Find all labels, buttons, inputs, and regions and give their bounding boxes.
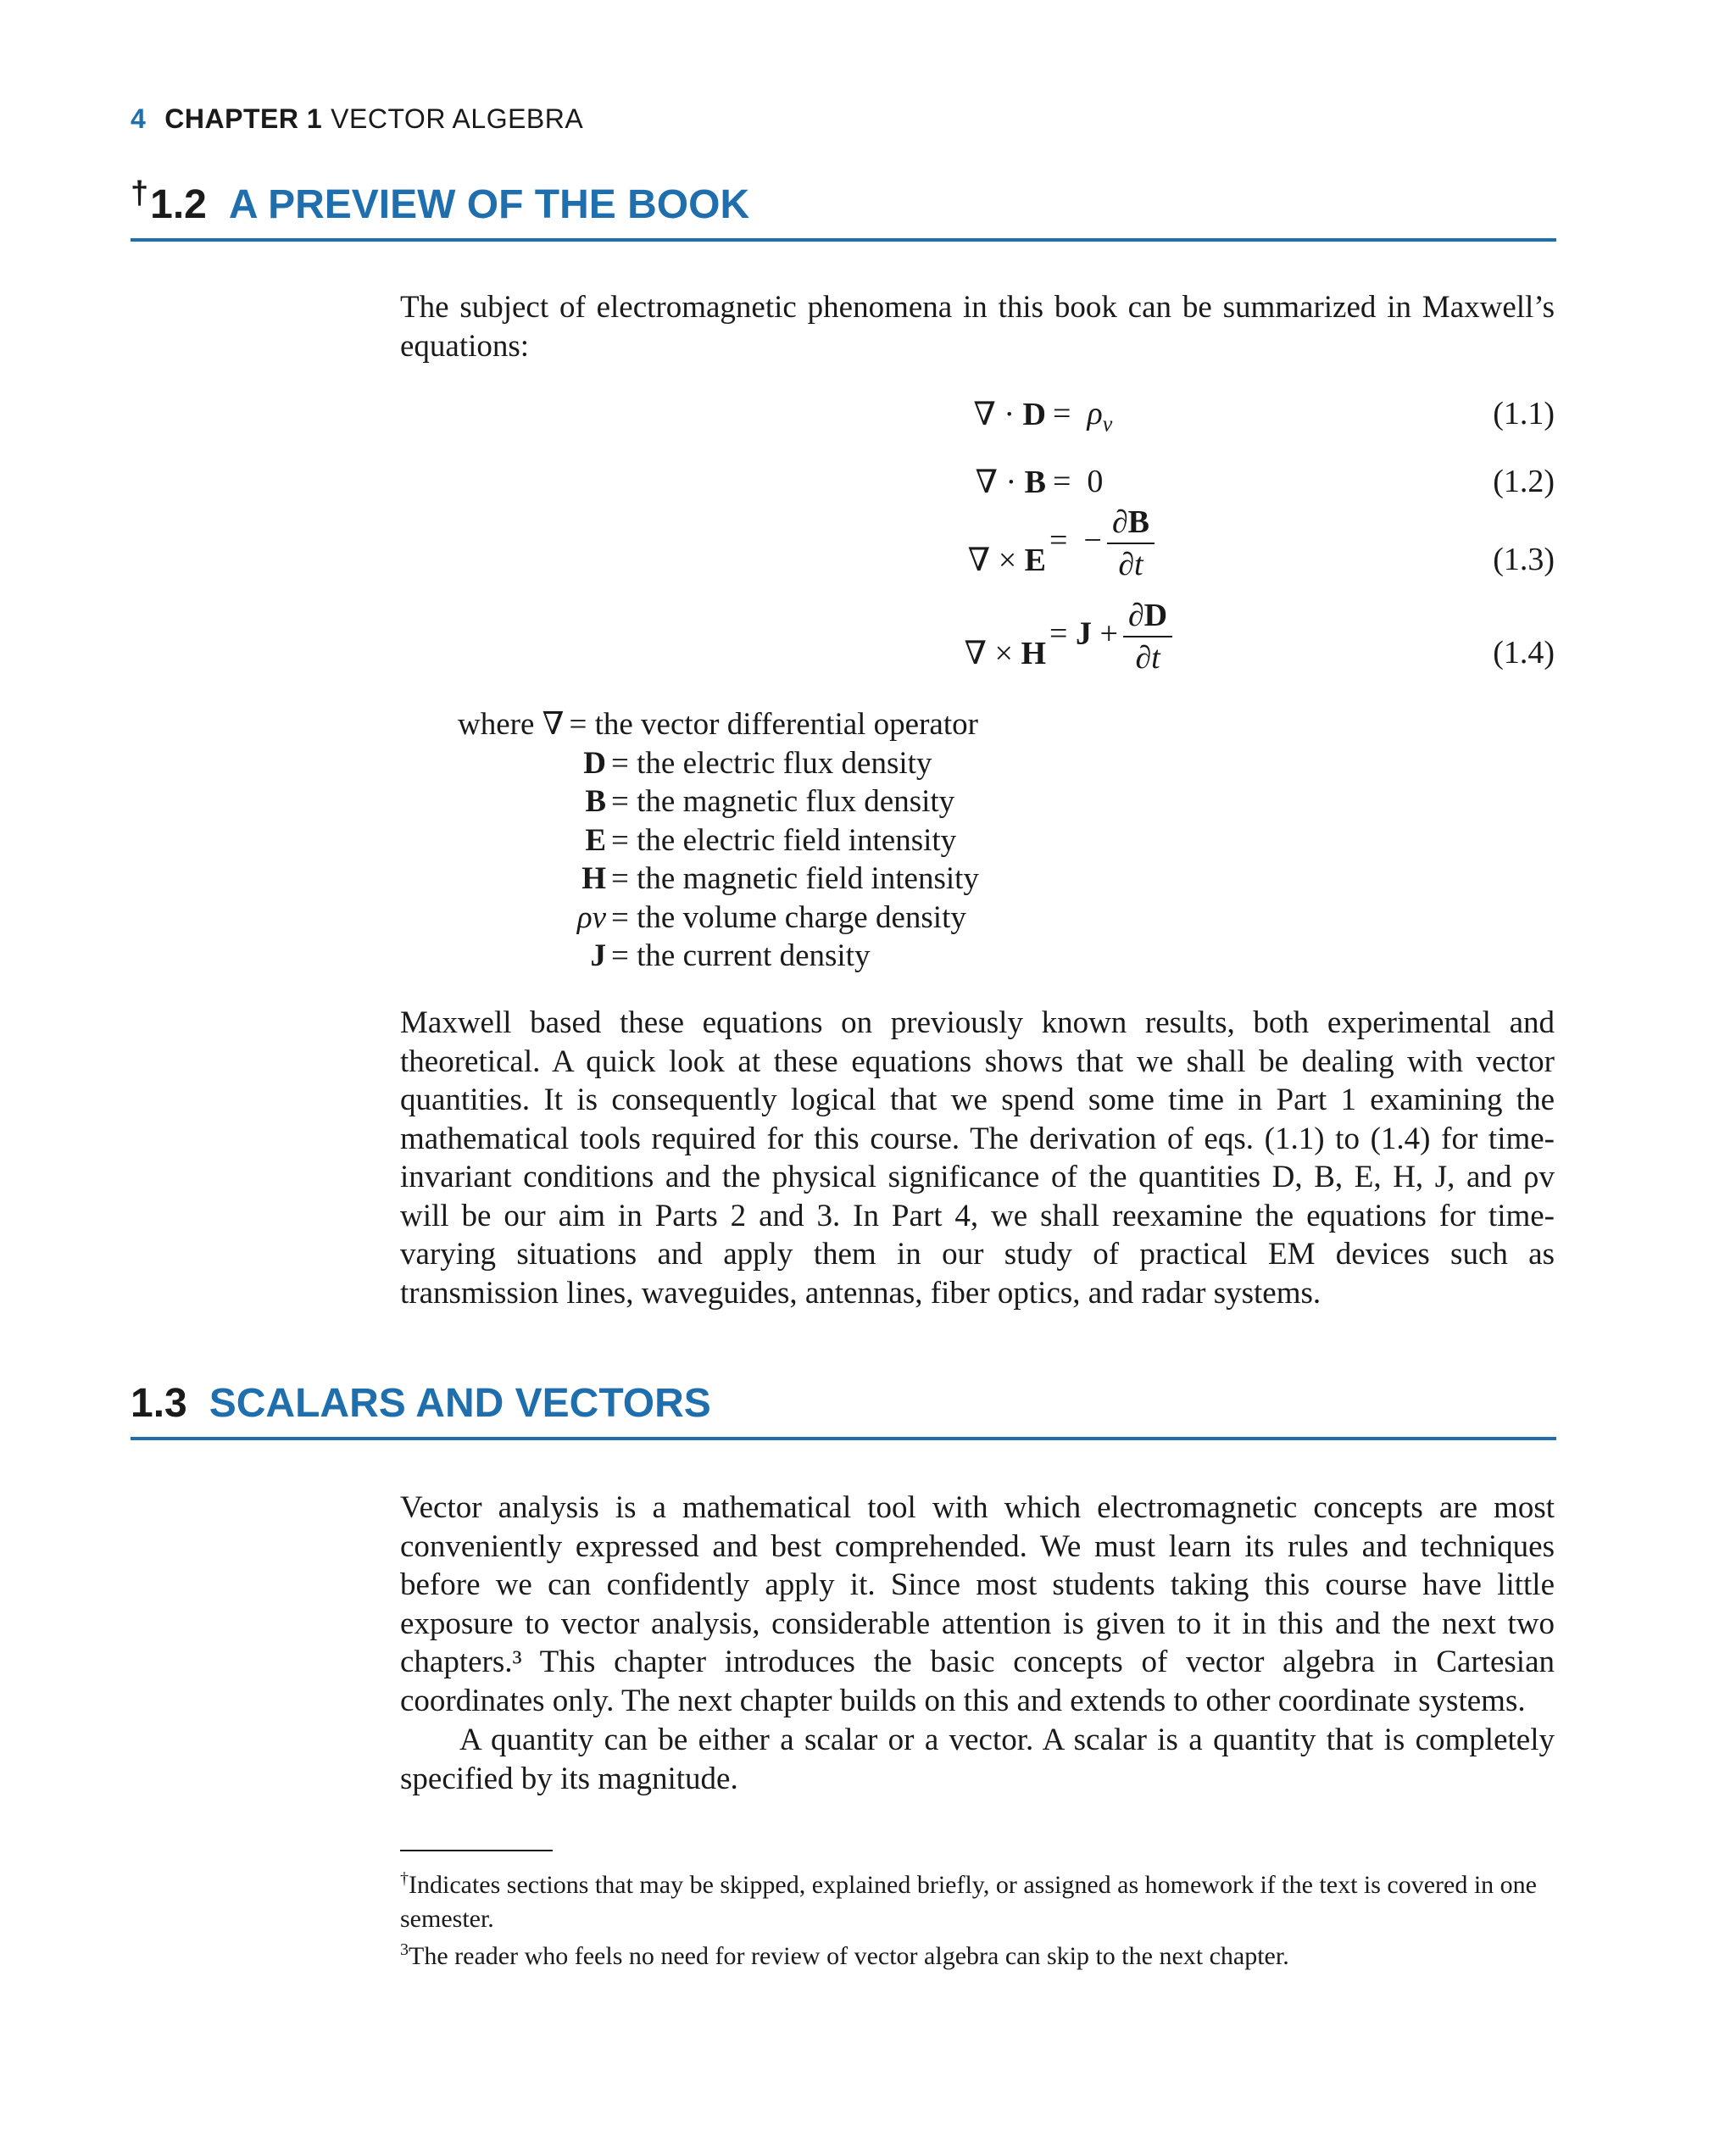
definition-symbol: H [581, 861, 606, 896]
footnote-text: Indicates sections that may be skipped, explained briefly, or assigned as homework if the text is covered in one semester. [400, 1871, 1538, 1933]
footnote-text: The reader who feels no need for review of vector algebra can skip to the next chapter. [409, 1942, 1289, 1970]
footnote-mark: 3 [400, 1940, 409, 1959]
definition-row [458, 937, 979, 976]
section-heading-1-2 [131, 175, 1556, 242]
equation-1-2 [400, 463, 1555, 514]
equation-number: (1.1) [1493, 396, 1555, 431]
definition-text: = the magnetic field intensity [611, 861, 979, 896]
maxwell-paragraph: Maxwell based these equations on previously known results, both experimental and theoretical. A quick look at these equations shows that we shall be dealing with vector quantities. It is consequently logical that we spend some time in Part 1 examining the mathematical tools required for this course. The derivation of eqs. (1.1) to (1.4) for time-invariant conditions and the physical significance of the quantities D, B, E, H, J, and ρv will be our aim in Parts 2 and 3. In Part 4, we shall reexamine the equations for time-varying situations and apply them in our study of practical EM devices such as transmission lines, waveguides, antennas, fiber optics, and radar systems. [400, 1005, 1555, 1311]
equation-rhs: = J + $\frac{\partial D}{\partial t}$ [1049, 597, 1172, 676]
definition-symbol: ρv [576, 899, 606, 935]
definition-row [458, 860, 979, 899]
definition-text: = the volume charge density [611, 899, 966, 935]
equation-1-3 [400, 504, 1555, 605]
equation-lhs: ∇ × E [967, 543, 1046, 578]
equation-lhs: ∇ × H [964, 636, 1046, 671]
definition-row [458, 744, 979, 783]
equation-number: (1.3) [1493, 542, 1555, 577]
definition-symbol: D [583, 745, 606, 781]
definition-row [458, 705, 979, 744]
section-heading-1-3 [131, 1380, 1556, 1440]
definition-lead: where ∇ [458, 707, 565, 742]
equation-number: (1.4) [1493, 635, 1555, 671]
footnote-mark: † [400, 1869, 409, 1888]
definition-row [458, 899, 979, 938]
equation-1-4 [400, 598, 1555, 699]
definition-row [458, 821, 979, 860]
chapter-label: CHAPTER 1 [164, 103, 323, 134]
definition-text: = the vector differential operator [569, 707, 978, 742]
definition-text: = the magnetic flux density [611, 784, 955, 819]
intro-paragraph: The subject of electromagnetic phenomena in this book can be summarized in Maxwell’s equations: [400, 290, 1555, 364]
definition-symbol: E [585, 822, 606, 858]
equation-rhs: = 0 [1053, 464, 1104, 499]
dagger-mark: † [131, 175, 149, 211]
definition-text: = the electric field intensity [611, 822, 957, 858]
footnote-dagger [400, 1862, 1555, 1936]
section-title: SCALARS AND VECTORS [209, 1381, 711, 1426]
section-number: 1.3 [131, 1381, 187, 1426]
equation-rhs: = − $\frac{\partial B}{\partial t}$ [1049, 504, 1155, 583]
equation-1-1 [400, 395, 1555, 446]
definition-text: = the current density [611, 938, 871, 973]
equation-lhs: ∇ · B [975, 465, 1046, 500]
footnote-3 [400, 1933, 1555, 1973]
vector-paragraph-2: A quantity can be either a scalar or a vector. A scalar is a quantity that is completely specified by its magnitude. [400, 1723, 1555, 1796]
section-number: 1.2 [150, 182, 207, 227]
vector-paragraph-1: Vector analysis is a mathematical tool with which electromagnetic concepts are most conveniently expressed and best comprehended. We must learn its rules and techniques before we can confidently apply it. Since most students taking this course have little exposure to vector analysis, considerable attention is given to it in this and the next two chapters.³ This chapter introduces the basic concepts of vector algebra in Cartesian coordinates only. The next chapter builds on this and extends to other coordinate systems. [400, 1490, 1555, 1718]
footnote-rule [400, 1850, 553, 1851]
running-head [131, 103, 583, 135]
page-number: 4 [131, 103, 147, 134]
definition-row [458, 782, 979, 821]
equation-rhs: = $\rho_v$ [1053, 396, 1113, 437]
equation-lhs: ∇ · D [973, 397, 1046, 432]
chapter-title: VECTOR ALGEBRA [331, 103, 584, 134]
definition-text: = the electric flux density [611, 745, 932, 781]
section-title: A PREVIEW OF THE BOOK [228, 182, 750, 227]
equation-number: (1.2) [1493, 464, 1555, 499]
definition-symbol: B [585, 784, 606, 819]
definition-symbol: J [590, 938, 606, 973]
symbol-definitions [458, 705, 979, 976]
